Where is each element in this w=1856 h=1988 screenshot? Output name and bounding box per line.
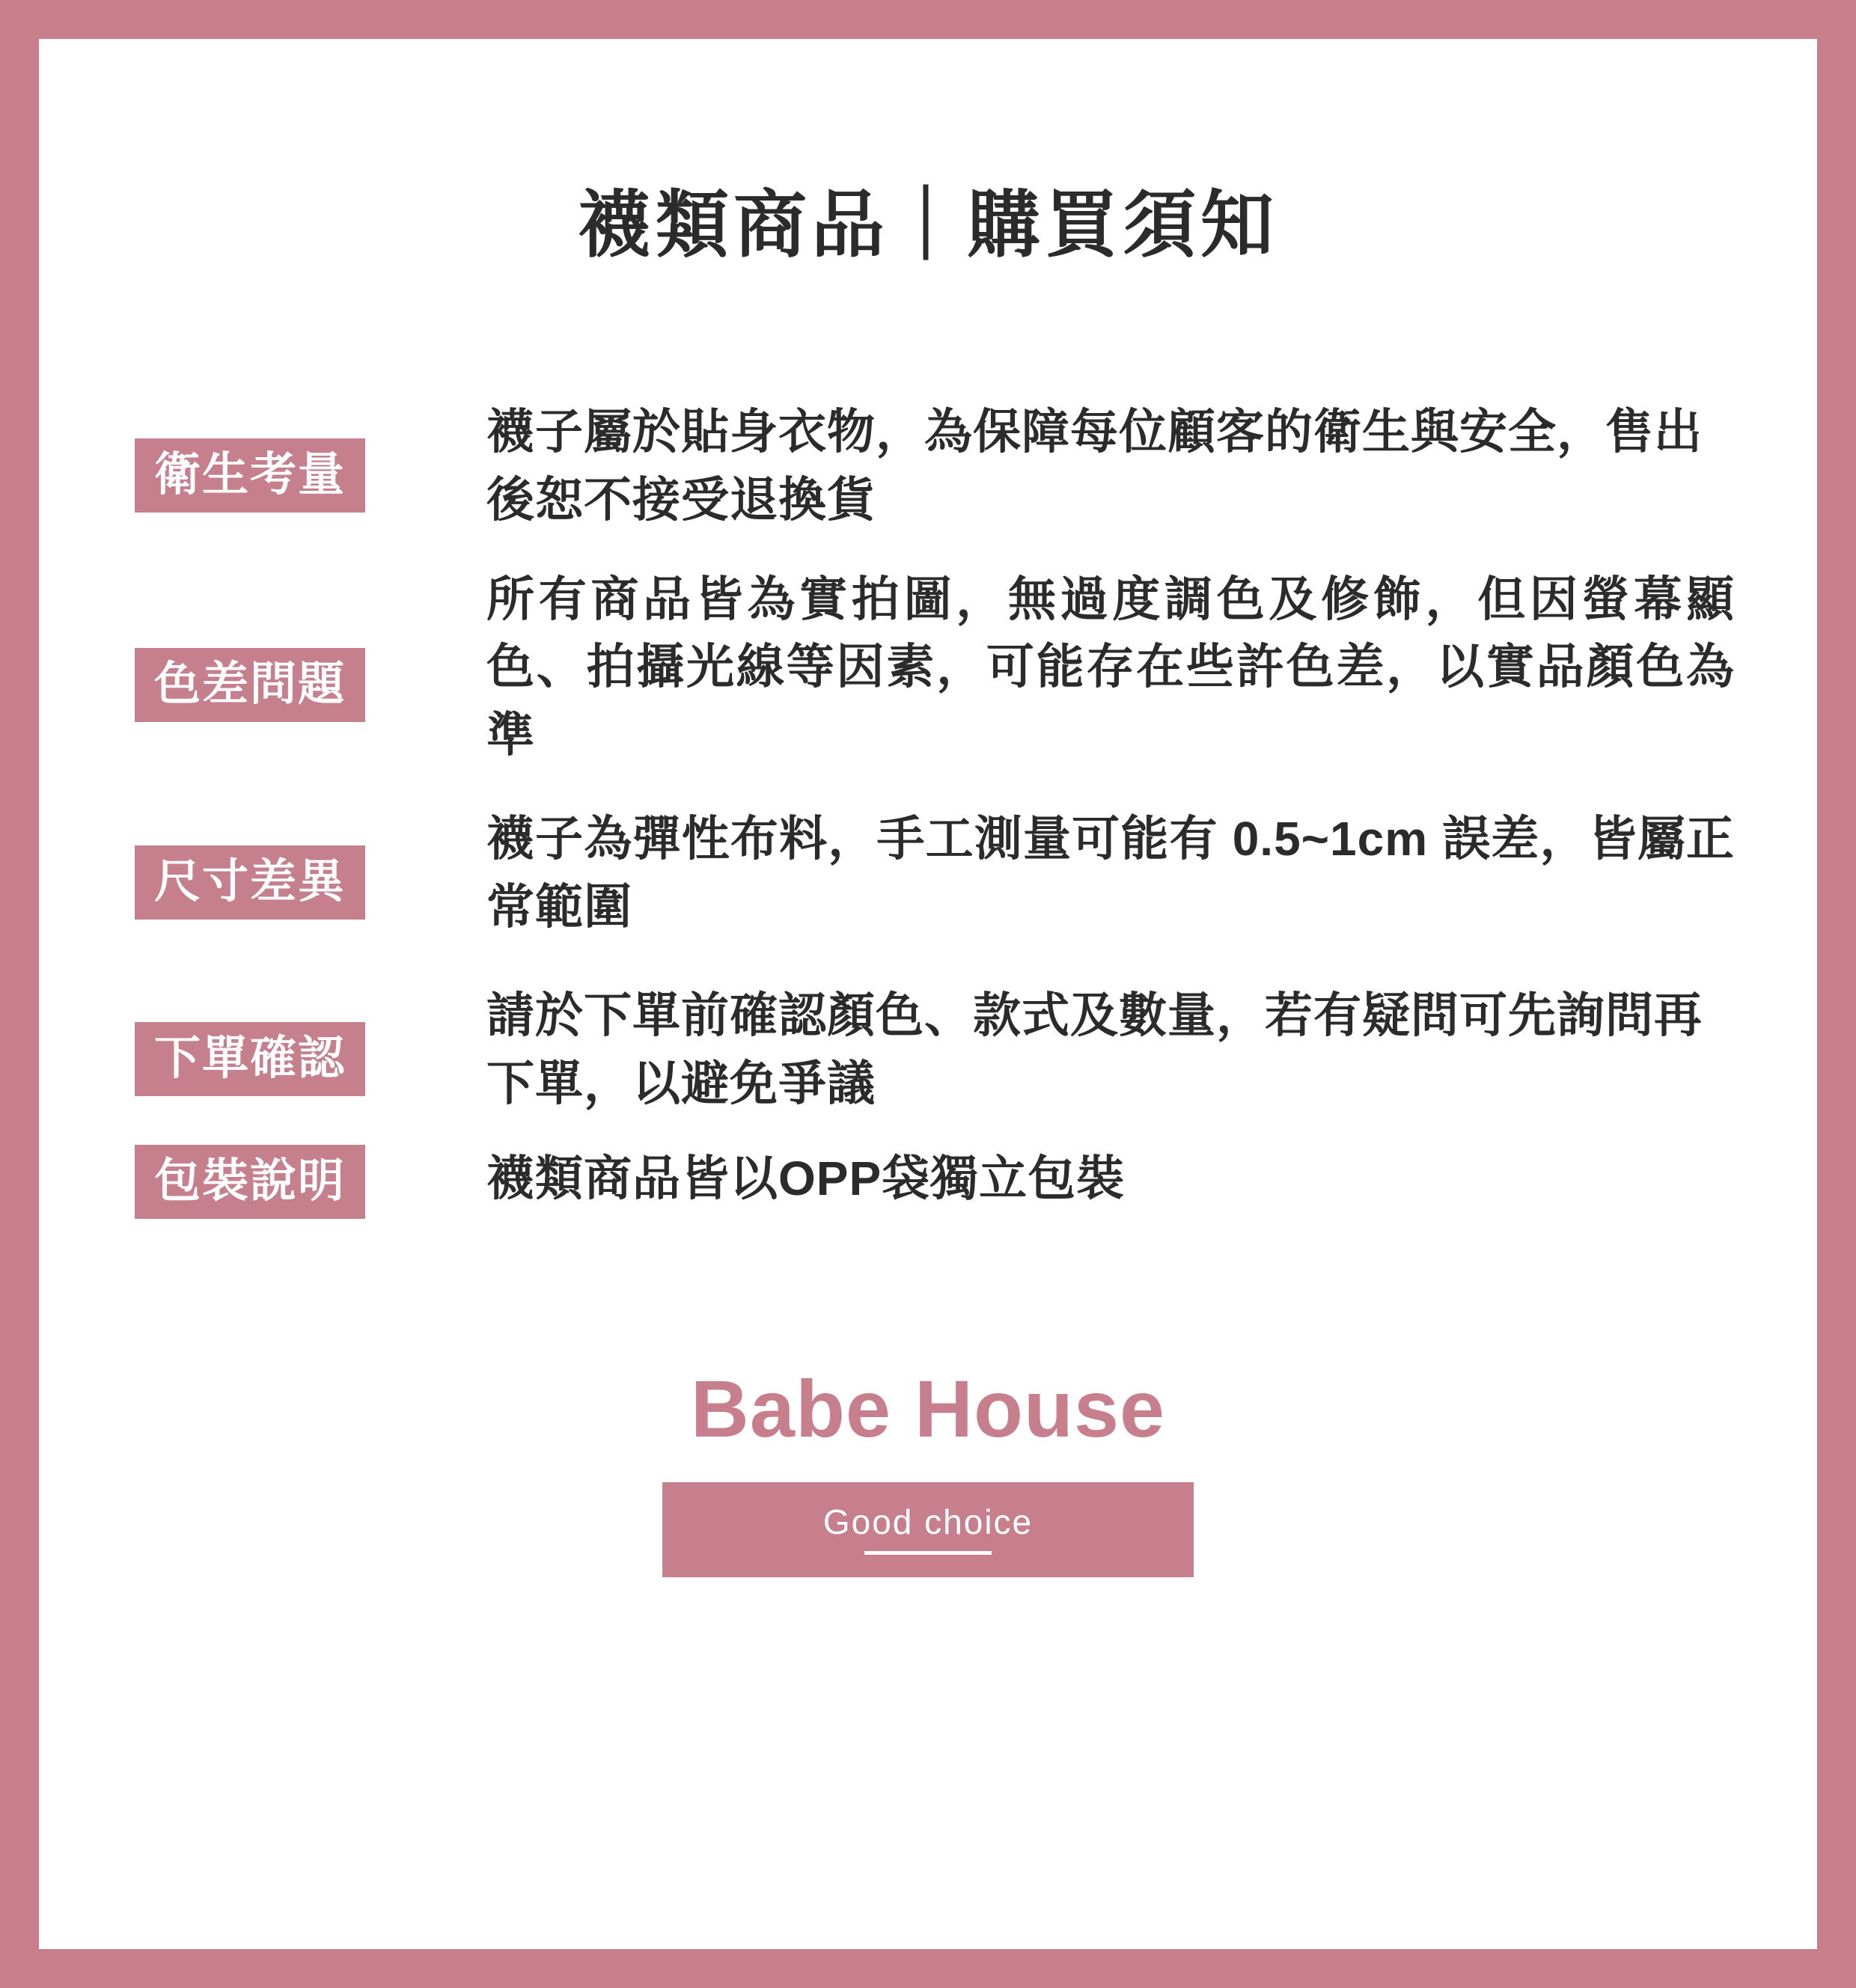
note-description: 襪子為彈性布料，手工測量可能有 0.5~1cm 誤差，皆屬正常範圍	[486, 812, 1735, 935]
brand-name: Babe House	[690, 1362, 1166, 1454]
list-item	[135, 564, 1735, 770]
note-tag-cell	[135, 804, 486, 920]
status-badge: 尺寸差異	[135, 845, 365, 920]
poster-content	[39, 39, 1817, 1949]
brand-slogan: Good choice	[822, 1502, 1034, 1541]
list-item	[135, 804, 1735, 941]
list-item	[135, 1143, 1735, 1219]
note-description: 請於下單前確認顏色、款式及數量，若有疑問可先詢問再下單，以避免爭議	[486, 988, 1703, 1110]
notes-list	[39, 397, 1817, 1219]
note-description: 襪類商品皆以OPP袋獨立包裝	[486, 1151, 1126, 1205]
note-tag-cell	[135, 1143, 486, 1219]
status-badge: 衛生考量	[135, 438, 365, 513]
brand-slogan-bar	[662, 1482, 1194, 1577]
page-title: 襪類商品｜購買須知	[577, 183, 1278, 266]
note-tag-cell	[135, 564, 486, 722]
list-item	[135, 397, 1735, 534]
status-badge: 包裝說明	[135, 1145, 365, 1219]
brand-block	[39, 1362, 1817, 1577]
status-badge: 下單確認	[135, 1022, 365, 1096]
note-tag-cell	[135, 397, 486, 513]
note-description: 襪子屬於貼身衣物，為保障每位顧客的衛生與安全，售出後恕不接受退換貨	[486, 404, 1703, 527]
list-item	[135, 980, 1735, 1118]
note-tag-cell	[135, 980, 486, 1096]
note-description: 所有商品皆為實拍圖，無過度調色及修飾，但因螢幕顯色、拍攝光線等因素，可能存在些許色差，以實品顏色為準	[486, 572, 1735, 762]
slogan-underline	[864, 1551, 992, 1555]
status-badge: 色差問題	[135, 648, 365, 722]
